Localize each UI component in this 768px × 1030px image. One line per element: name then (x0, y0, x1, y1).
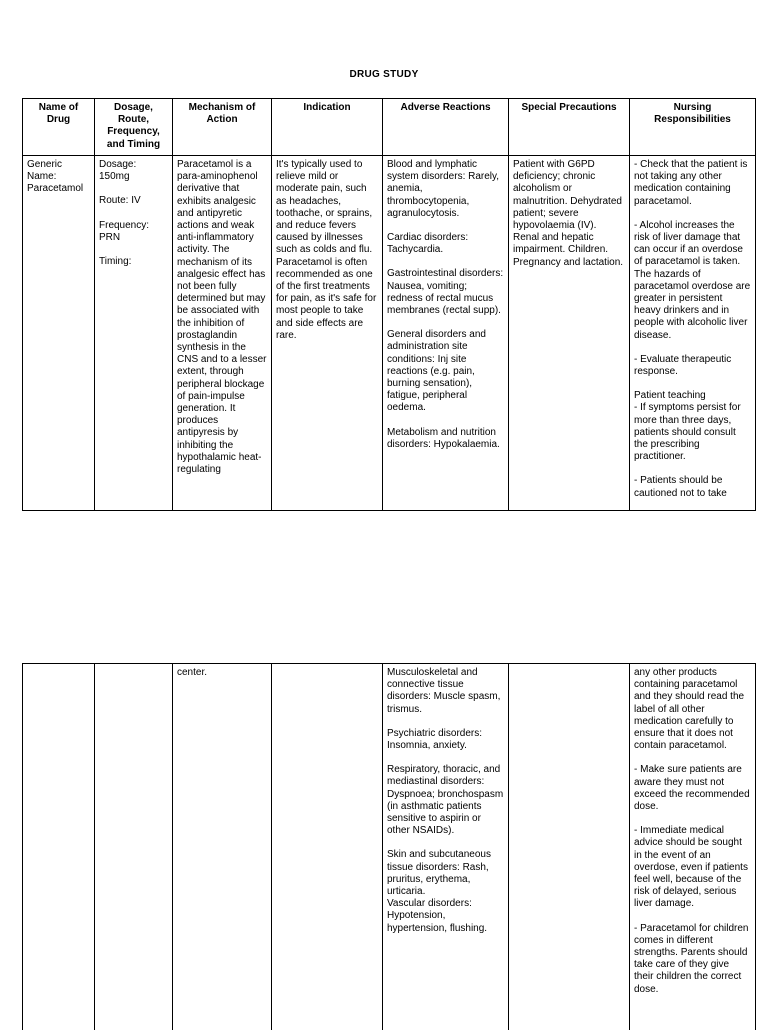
name-cell (23, 664, 95, 1030)
special-precautions-cell (509, 664, 630, 1030)
indication-cell (272, 664, 383, 1030)
cell-paragraph: Skin and subcutaneous tissue disorders: Rash, pruritus, erythema, urticaria. Vascular disorders: Hypotension, hypertension, flushing. (387, 849, 504, 934)
cell-paragraph: Metabolism and nutrition disorders: Hypokalaemia. (387, 427, 504, 451)
cell-paragraph: Cardiac disorders: Tachycardia. (387, 232, 504, 256)
cell-paragraph: - Patients should be cautioned not to take (634, 475, 751, 499)
cell-paragraph: Respiratory, thoracic, and mediastinal disorders: Dyspnoea; bronchospasm (in asthmatic patients sensitive to aspirin or other NSAIDs). (387, 764, 504, 837)
cell-paragraph: Musculoskeletal and connective tissue disorders: Muscle spasm, trismus. (387, 667, 504, 716)
adverse-reactions-cell (383, 156, 509, 511)
cell-paragraph: Patient with G6PD deficiency; chronic alcoholism or malnutrition. Dehydrated patient; severe hypovolaemia (IV). Renal and hepatic impairment. Children. Pregnancy and lactation. (513, 159, 625, 269)
table-row (23, 664, 756, 1030)
adverse-reactions-cell (383, 664, 509, 1030)
cell-paragraph: Blood and lymphatic system disorders: Rarely, anemia, thrombocytopenia, agranulocytosis. (387, 159, 504, 220)
mechanism-cell (173, 156, 272, 511)
cell-paragraph: - Make sure patients are aware they must not exceed the recommended dose. (634, 764, 751, 813)
cell-paragraph: Patient teaching - If symptoms persist for more than three days, patients should consult the prescribing practitioner. (634, 390, 751, 463)
dosage-cell (95, 664, 173, 1030)
cell-paragraph: General disorders and administration site conditions: Inj site reactions (e.g. pain, burning sensation), fatigue, peripheral oedema. (387, 329, 504, 414)
drug-study-table-page-2 (22, 663, 756, 1030)
cell-paragraph: any other products containing paracetamol and they should read the label of all other medication carefully to ensure that it does not contain paracetamol. (634, 667, 751, 752)
header-mechanism: Mechanism of Action (173, 99, 272, 156)
cell-paragraph: Route: IV (99, 195, 168, 207)
cell-paragraph: Dosage: 150mg (99, 159, 168, 183)
cell-paragraph: Paracetamol is a para-aminophenol derivative that exhibits analgesic and antipyretic actions and weak anti-inflammatory activity. The mechanism of its analgesic effect has not been fully determined but may be associated with the inhibition of prostaglandin synthesis in the CNS and to a lesser extent, through peripheral blockage of pain-impulse generation. It produces antipyresis by inhibiting the hypothalamic heat-regulating (177, 159, 267, 476)
header-nursing-responsibilities: Nursing Responsibilities (630, 99, 756, 156)
header-dosage: Dosage, Route, Frequency, and Timing (95, 99, 173, 156)
cell-paragraph: - Alcohol increases the risk of liver damage that can occur if an overdose of paracetamol is taken. The hazards of paracetamol overdose are greater in persistent heavy drinkers and in people with alcoholic liver disease. (634, 220, 751, 342)
special-precautions-cell (509, 156, 630, 511)
mechanism-cell (173, 664, 272, 1030)
document-title: DRUG STUDY (0, 69, 768, 80)
cell-paragraph: Psychiatric disorders: Insomnia, anxiety. (387, 728, 504, 752)
dosage-cell (95, 156, 173, 511)
cell-paragraph: - Immediate medical advice should be sought in the event of an overdose, even if patients feel well, because of the risk of delayed, serious liver damage. (634, 825, 751, 910)
header-special-precautions: Special Precautions (509, 99, 630, 156)
cell-paragraph: - Check that the patient is not taking any other medication containing paracetamol. (634, 159, 751, 208)
name-cell (23, 156, 95, 511)
cell-paragraph: Timing: (99, 256, 168, 268)
table-row (23, 156, 756, 511)
cell-paragraph: - Evaluate therapeutic response. (634, 354, 751, 378)
header-name-of-drug: Name of Drug (23, 99, 95, 156)
nursing-responsibilities-cell (630, 664, 756, 1030)
drug-study-table-page-1 (22, 98, 756, 511)
cell-paragraph: Frequency: PRN (99, 220, 168, 244)
indication-cell (272, 156, 383, 511)
header-adverse-reactions: Adverse Reactions (383, 99, 509, 156)
cell-paragraph: - Paracetamol for children comes in different strengths. Parents should take care of they give their children the correct dose. (634, 923, 751, 996)
header-row (23, 99, 756, 156)
header-indication: Indication (272, 99, 383, 156)
cell-paragraph: Generic Name: Paracetamol (27, 159, 90, 196)
nursing-responsibilities-cell (630, 156, 756, 511)
cell-paragraph: center. (177, 667, 267, 679)
cell-paragraph: It's typically used to relieve mild or moderate pain, such as headaches, toothache, or sprains, and reduce fevers caused by illnesses such as colds and flu. Paracetamol is often recommended as one of the first treatments for pain, as it's safe for most people to take and side effects are rare. (276, 159, 378, 342)
cell-paragraph: Gastrointestinal disorders: Nausea, vomiting; redness of rectal mucus membranes (rectal supp). (387, 268, 504, 317)
